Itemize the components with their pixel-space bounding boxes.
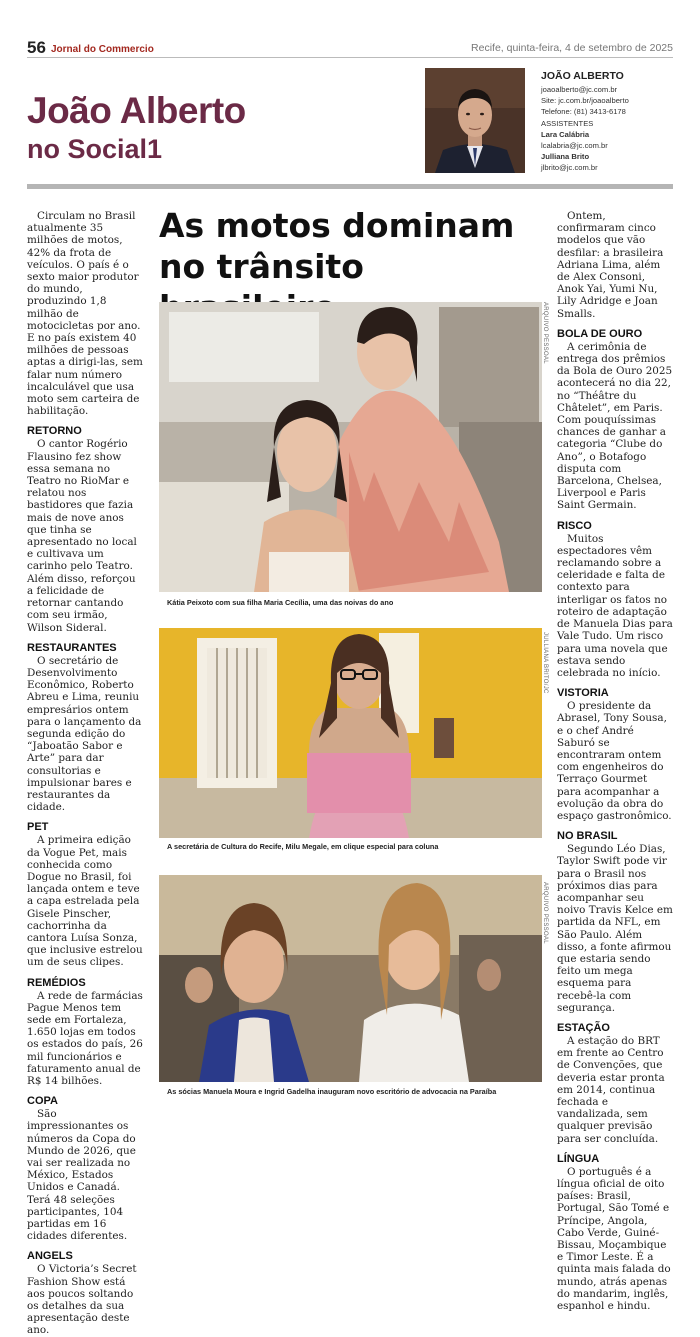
section-title-retorno: RETORNO [27,425,82,438]
section-text-retorno: O cantor Rogério Flausino fez show essa semana no Teatro no RioMar e relatou nos bastidores que fazia mais de nove anos que tinha se apresentado no local e cultivava um carinho pelo Teatro. Além disso, reforçou a felicidade de retornar cantando com seu irmão, Wilson Sideral. [27,438,137,634]
header-divider [27,184,673,189]
right-column [557,210,674,1312]
section-title-pet: PET [27,821,49,834]
newspaper-name: Jornal do Commercio [51,44,154,55]
section-title-lingua: LÍNGUA [557,1152,600,1165]
photo2-credit: JULLIANA BRITO/JC [542,632,548,694]
section-title-estacao: ESTAÇÃO [557,1021,610,1034]
photo2-caption: A secretária de Cultura do Recife, Milu Megale, em clique especial para coluna [167,842,439,851]
section-title-angels: ANGELS [27,1250,73,1263]
columnist-portrait [425,68,525,173]
section-text-no-brasil: Segundo Léo Dias, Taylor Swift pode vir para o Brasil nos próximos dias para acompanhar seu noivo Travis Kelce em partida da NFL, em São Paulo. Além disso, a fonte afirmou que estaria sendo feito um mega esquema para recebê-la com segurança. [557,843,673,1014]
page-header [27,40,673,58]
section-title-vistoria: VISTORIA [557,687,609,700]
main-headline: As motos dominam no trânsito [159,206,515,286]
photo3-credit: ARQUIVO PESSOAL [542,882,548,944]
section-text-estacao: A estação do BRT em frente ao Centro de Convenções, que deveria estar pronta em 2014, continua fechada e vandalizada, sem qualquer previsão para ser concluída. [557,1034,665,1145]
column-title-line1: João Alberto [27,90,246,131]
section-text-remedios: A rede de farmácias Pague Menos tem sede em Fortaleza, 1.650 lojas em todos os estados do país, 26 mil funcionários e faturamento anual de R$ 14 bilhões. [27,989,143,1087]
photo1-caption: Kátia Peixoto com sua filha Maria Cecília, uma das noivas do ano [167,598,394,607]
dateline: Recife, quinta-feira, 4 de setembro de 2025 [471,42,673,54]
photo-milu-megale [159,628,542,838]
page-number: 56 [27,38,46,57]
photo-katia-maria-cecilia [159,302,542,592]
column-title-line2: no Social1 [27,134,163,164]
section-title-remedios: REMÉDIOS [27,976,86,989]
column-title [27,92,246,163]
assistant1-email: lcalabria@jc.com.br [541,141,608,151]
photo-manuela-ingrid [159,875,542,1082]
section-text-lingua: O português é a língua oficial de oito países: Brasil, Portugal, São Tomé e Príncipe, Angola, Cabo Verde, Guiné-Bissau, Moçambique e Timor Leste. É a quinta mais falada do mundo, atrás apenas do mandarim, inglês, espanhol e hindu. [557,1165,671,1313]
section-text-vistoria: O presidente da Abrasel, Tony Sousa, e o chef André Saburó se encontraram ontem com engenheiros do Terraço Gourmet para acompanhar a evolução da obra do espaço gastronômico. [557,700,672,822]
assistants-label: ASSISTENTES [541,118,594,128]
assistant2-name: Julliana Brito [541,152,590,162]
columnist-name: JOÃO ALBERTO [541,70,624,82]
section-title-risco: RISCO [557,519,592,532]
columnist-contact [541,70,681,174]
section-title-no-brasil: NO BRASIL [557,830,618,843]
section-title-restaurantes: RESTAURANTES [27,641,117,654]
columnist-email: joaoalberto@jc.com.br [541,85,618,94]
left-intro: Circulam no Brasil atualmente 35 milhões de motos, 42% da frota de veículos. O país é o sexto maior produtor do mundo, produzindo 1,8 milhão de motocicletas por ano. E no país existem 40 milhões de pessoas aptas a dirigi-las, sem falar num número incalculável que usa moto sem carteira de habilitação. [27,210,143,418]
assistant2-email: jlbrito@jc.com.br [541,163,598,173]
section-text-restaurantes: O secretário de Desenvolvimento Econômico, Roberto Abreu e Lima, reuniu empresários ontem para o lançamento da segunda edição do “Jaboatão Sabor e Arte” para dar consultorias e impulsionar bares e restaurantes da cidade. [27,654,142,814]
photo1-credit: ARQUIVO PESSOAL [542,302,548,364]
photo3-caption: As sócias Manuela Moura e Ingrid Gadelha inauguram novo escritório de advocacia na Paraíba [167,1087,497,1096]
section-text-risco: Muitos espectadores vêm reclamando sobre a celeridade e falta de contexto para interligar os fatos no roteiro de adaptação de Manuela Dias para Vale Tudo. Um risco para uma novela que estava sendo celebrada no início. [557,532,673,679]
right-intro: Ontem, confirmaram cinco modelos que vão desfilar: a brasileira Adriana Lima, além de Alex Consoni, Anok Yai, Yumi Nu, Lily Adridge e Joan Smalls. [557,210,664,320]
section-text-bola-de-ouro: A cerimônia de entrega dos prêmios da Bola de Ouro 2025 acontecerá no dia 22, no “Théâtre du Châtelet”, em Paris. Com pouquíssimas chances de ganhar a categoria “Clube do Ano”, o Botafogo disputa com Barcelona, Chelsea, Liverpool e Paris Saint Germain. [557,340,673,512]
columnist-site: Site: jc.com.br/joaoalberto [541,96,629,106]
columnist-phone: Telefone: (81) 3413-6178 [541,107,626,117]
left-column [27,210,144,1337]
assistant1-name: Lara Calábria [541,129,590,139]
section-title-bola-de-ouro: BOLA DE OURO [557,327,643,340]
section-text-copa: São impressionantes os números da Copa do Mundo de 2026, que vai ser realizada no México, Estados Unidos e Canadá. Terá 48 seleções participantes, 104 partidas em 16 cidades diferentes. [27,1108,136,1243]
section-text-angels: O Victoria’s Secret Fashion Show está aos poucos soltando os detalhes da sua apresentação deste ano. [27,1263,137,1337]
section-title-copa: COPA [27,1095,58,1108]
section-text-pet: A primeira edição da Vogue Pet, mais conhecida como Dogue no Brasil, foi lançada ontem e teve a capa estrelada pela Gisele Pinscher, cachorrinha da cantora Luísa Sonza, que inclusive estrelou um de seus clipes. [27,834,143,969]
